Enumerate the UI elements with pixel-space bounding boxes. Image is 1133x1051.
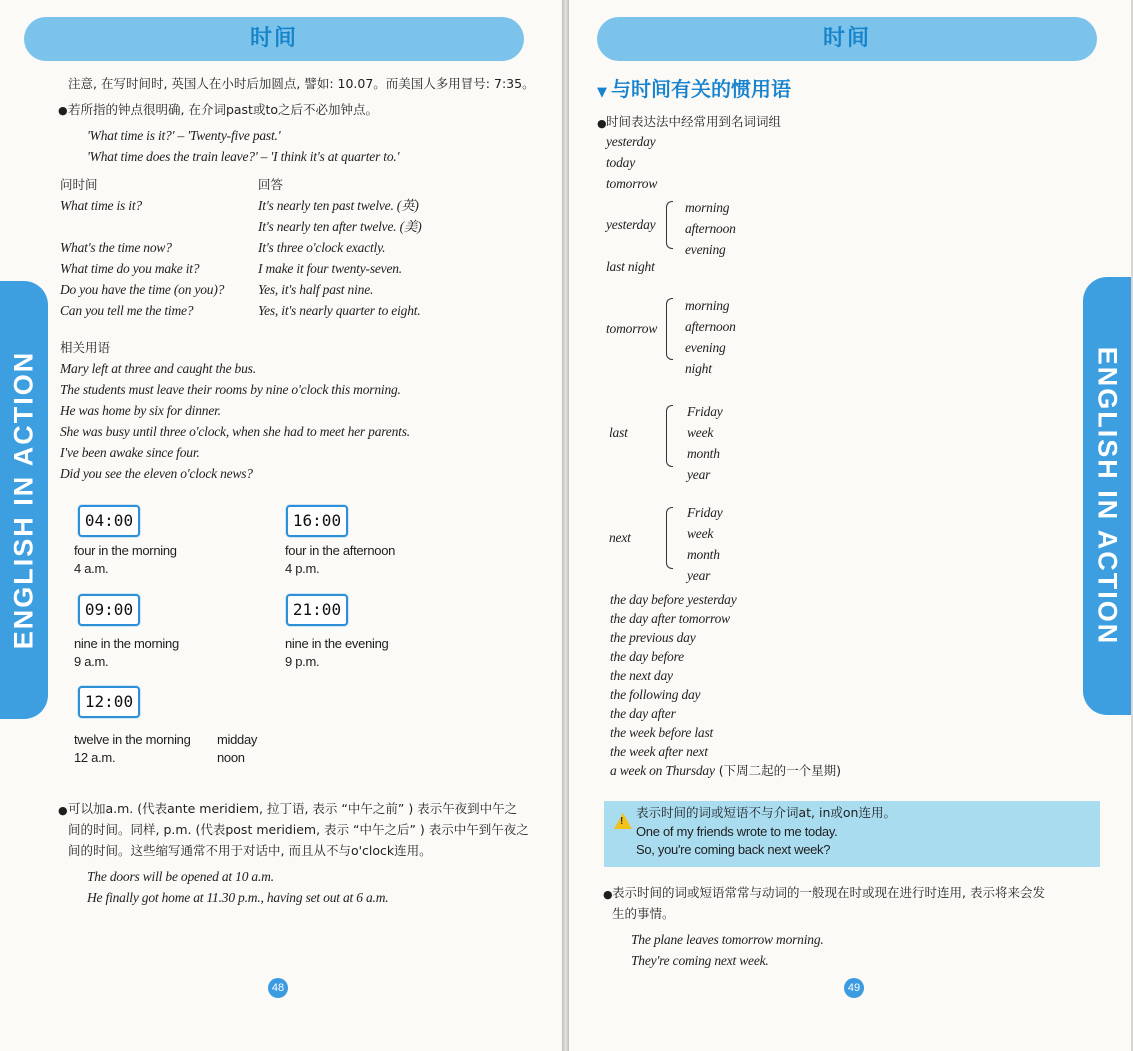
example-line: He finally got home at 11.30 p.m., having set out at 6 a.m. [87,890,389,905]
group-item: afternoon [685,221,736,236]
clock-label: nine in the evening [285,636,389,651]
time-word: today [606,155,635,170]
bullet-text: 间的时间。这些缩写通常不用于对话中, 而且从不与o'clock连用。 [68,843,432,858]
group-item: morning [685,298,730,313]
digital-clock: 16:00 [286,505,348,537]
intro-note: 注意, 在写时间时, 英国人在小时后加圆点, 譬如: 10.07。而美国人多用冒号: 7:35。 [68,76,535,91]
warning-icon: ! [614,813,632,829]
digital-clock: 21:00 [286,594,348,626]
left-page [0,0,562,1051]
phrase: the day before yesterday [610,592,737,607]
group-item: evening [685,242,726,257]
related-sentence: He was home by six for dinner. [60,403,221,418]
group-head: yesterday [606,217,656,232]
brace [666,405,673,467]
page-banner: 时间 [24,17,524,61]
question: Do you have the time (on you)? [60,282,225,297]
bullet-text: 生的事情。 [612,906,675,921]
noon-label: noon [217,750,245,765]
group-head: last [609,425,628,440]
brace [666,201,673,249]
group-item: morning [685,200,730,215]
time-word: yesterday [606,134,656,149]
clock-sub: 4 a.m. [74,561,109,576]
example-line: They're coming next week. [631,953,769,968]
page-number: 48 [268,978,288,998]
clock-sub: 9 p.m. [285,654,320,669]
clock-sub: 9 a.m. [74,654,109,669]
answer: Yes, it's nearly quarter to eight. [258,303,421,318]
bullet-icon: ● [58,104,68,117]
clock-label: four in the afternoon [285,543,396,558]
group-item: Friday [687,404,723,419]
section-heading: 相关用语 [60,340,111,355]
clock-sub: 12 a.m. [74,750,116,765]
question: Can you tell me the time? [60,303,194,318]
bullet-text: 时间表达法中经常用到名词词组 [606,114,782,129]
note-text: 表示时间的词或短语不与介词at, in或on连用。 [636,805,896,820]
triangle-marker-icon: ▼ [597,85,607,100]
bullet-icon: ● [603,888,613,901]
digital-clock: 09:00 [78,594,140,626]
example-line: The doors will be opened at 10 a.m. [87,869,274,884]
note-box [604,801,1100,867]
column-heading: 问时间 [60,177,98,192]
group-item: afternoon [685,319,736,334]
side-tab: ENGLISH IN ACTION [1083,277,1131,715]
bullet-text: 可以加a.m. (代表ante meridiem, 拉丁语, 表示 “中午之前” ) 表示午夜到中午之 [68,801,518,816]
answer: Yes, it's half past nine. [258,282,374,297]
phrase: the week after next [610,744,708,759]
note-example: So, you're coming back next week? [636,842,831,857]
phrase: the day before [610,649,684,664]
page-number: 49 [844,978,864,998]
example-line: 'What time is it?' – 'Twenty-five past.' [87,128,281,143]
example-line: The plane leaves tomorrow morning. [631,932,824,947]
brace [666,507,673,569]
phrase: the previous day [610,630,696,645]
phrase: the day after [610,706,676,721]
midday-label: midday [217,732,258,747]
group-head: next [609,530,631,545]
related-sentence: I've been awake since four. [60,445,200,460]
phrase: the week before last [610,725,714,740]
bullet-text: 表示时间的词或短语常常与动词的一般现在时或现在进行时连用, 表示将来会发 [612,885,1045,900]
bullet-text: 间的时间。同样, p.m. (代表post meridiem, 表示 “中午之后” ) 表示中午到午夜之 [68,822,529,837]
column-heading: 回答 [258,177,284,192]
note-example: One of my friends wrote to me today. [636,824,838,839]
answer: It's nearly ten past twelve. (英) [258,198,419,213]
answer: It's nearly ten after twelve. (美) [258,219,422,234]
brace [666,298,673,360]
group-item: week [687,425,714,440]
related-sentence: She was busy until three o'clock, when she had to meet her parents. [60,424,410,439]
phrase: a week on Thursday (下周二起的一个星期) [610,763,842,778]
question: What time is it? [60,198,142,213]
digital-clock: 12:00 [78,686,140,718]
group-item: year [687,568,711,583]
group-item: evening [685,340,726,355]
related-sentence: The students must leave their rooms by nine o'clock this morning. [60,382,401,397]
side-tab: ENGLISH IN ACTION [0,281,48,719]
group-item: month [687,446,720,461]
group-head: tomorrow [606,321,658,336]
example-line: 'What time does the train leave?' – 'I think it's at quarter to.' [87,149,400,164]
group-item: month [687,547,720,562]
phrase: the following day [610,687,701,702]
page-banner: 时间 [597,17,1097,61]
clock-label: twelve in the morning [74,732,191,747]
phrase: the next day [610,668,673,683]
bullet-text: 若所指的钟点很明确, 在介词past或to之后不必加钟点。 [68,102,379,117]
group-item: year [687,467,711,482]
right-page [569,0,1131,1051]
group-item: Friday [687,505,723,520]
clock-label: nine in the morning [74,636,179,651]
time-word: tomorrow [606,176,658,191]
group-head: last night [606,259,655,274]
clock-sub: 4 p.m. [285,561,320,576]
related-sentence: Mary left at three and caught the bus. [60,361,256,376]
group-item: week [687,526,714,541]
question: What's the time now? [60,240,172,255]
question: What time do you make it? [60,261,200,276]
answer: It's three o'clock exactly. [258,240,386,255]
related-sentence: Did you see the eleven o'clock news? [60,466,253,481]
answer: I make it four twenty-seven. [258,261,402,276]
clock-label: four in the morning [74,543,177,558]
book-spine [562,0,569,1051]
bullet-icon: ● [597,117,607,130]
digital-clock: 04:00 [78,505,140,537]
phrase: the day after tomorrow [610,611,730,626]
section-title: ▼ 与时间有关的惯用语 [597,77,791,101]
group-item: night [685,361,712,376]
bullet-icon: ● [58,804,68,817]
